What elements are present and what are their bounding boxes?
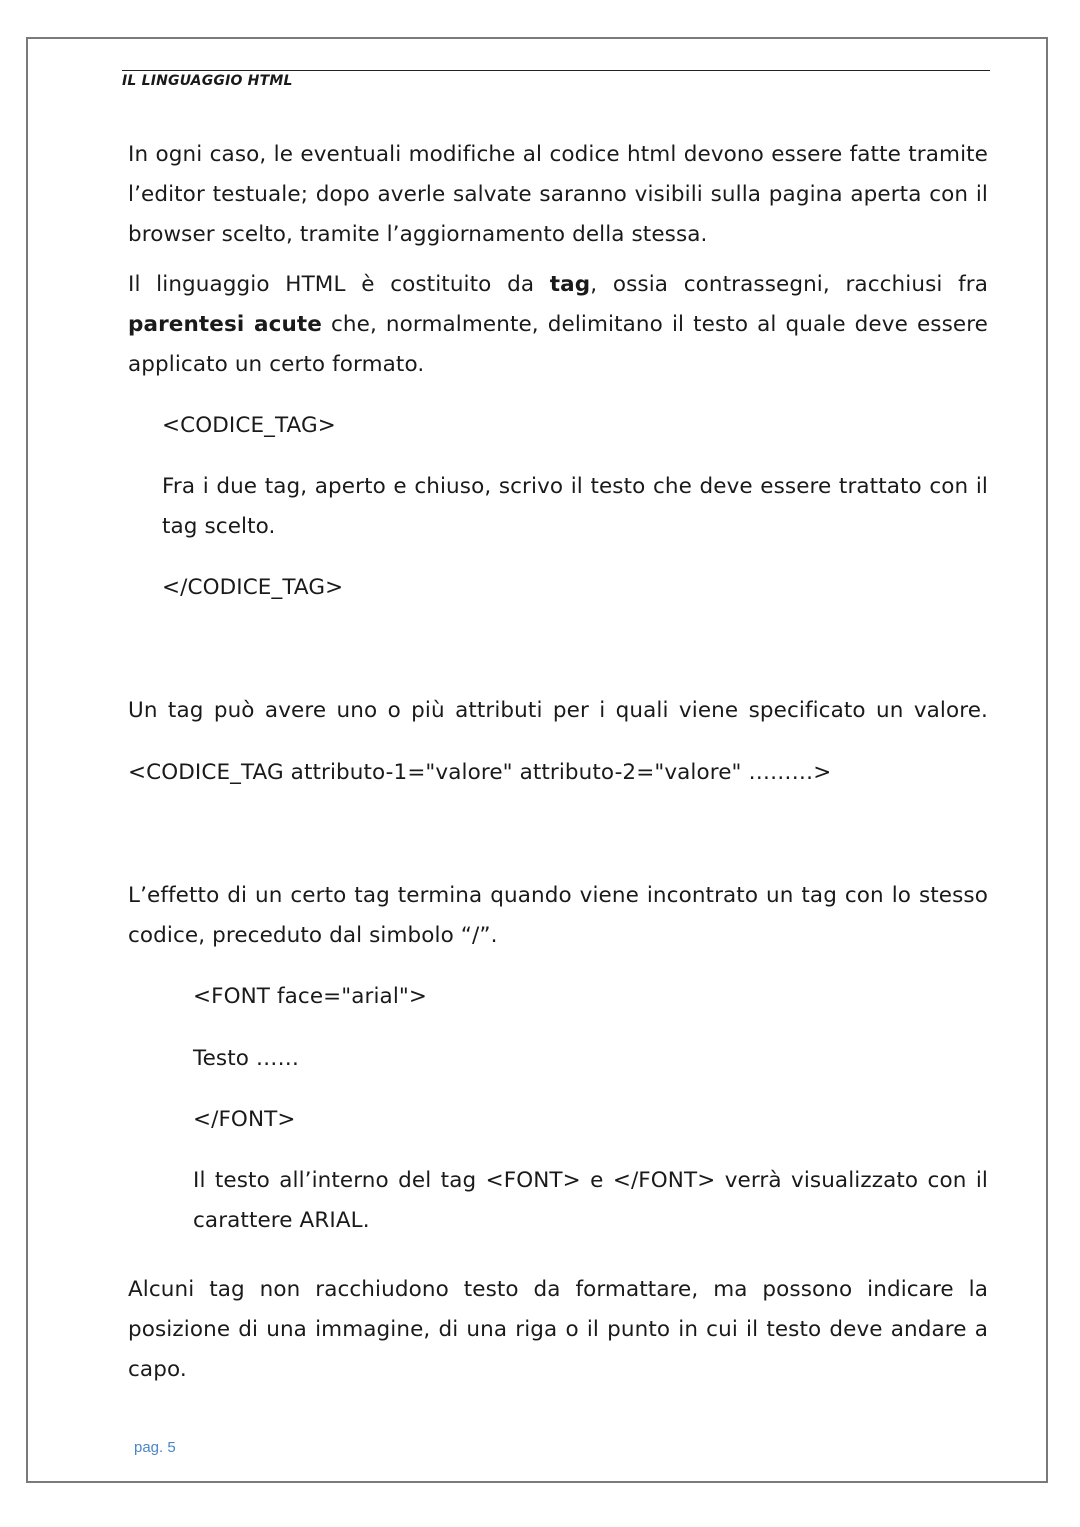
bold-term-parentesi: parentesi acute [128,312,322,337]
code-font-open [193,977,988,1017]
text-line: capo. [128,1357,187,1382]
code-attributes-example [128,753,988,793]
text-line: carattere ARIAL. [193,1208,370,1233]
text-line [128,305,988,345]
text-line: posizione di una immagine, di una riga o il punto in cui il testo deve andare a [128,1317,988,1342]
text-run: che, normalmente, delimitano il testo al quale deve essere [321,312,988,337]
text-line [128,265,988,305]
running-header-title: IL LINGUAGGIO HTML [122,73,293,89]
text-line: Un tag può avere uno o più attributi per i quali viene specificato un valore. [128,698,988,723]
code-font-close [193,1100,988,1140]
text-line: tag scelto. [162,514,276,539]
text-line: In ogni caso, le eventuali modifiche al codice html devono essere fatte tramite [128,142,988,167]
code-close-tag [162,568,988,608]
text-line: l’editor testuale; dopo averle salvate saranno visibili sulla pagina aperta con il [128,182,988,207]
code-line: </CODICE_TAG> [162,575,344,600]
text-line: codice, preceduto dal simbolo “/”. [128,923,498,948]
paragraph-attributes [128,691,988,731]
running-header [122,70,990,89]
bold-term-tag: tag [549,272,591,297]
code-line: </FONT> [193,1107,296,1132]
text-line: Fra i due tag, aperto e chiuso, scrivo il testo che deve essere trattato con il [162,474,988,499]
code-line: <CODICE_TAG> [162,413,336,438]
code-open-tag [162,406,988,446]
paragraph-tag-definition [128,265,988,385]
paragraph-font-explanation [193,1161,988,1241]
text-line: browser scelto, tramite l’aggiornamento della stessa. [128,222,708,247]
code-font-body [193,1039,988,1079]
code-line: <CODICE_TAG attributo-1="valore" attributo-2="valore" ………> [128,760,832,785]
text-run: , ossia contrassegni, racchiusi fra [590,272,988,297]
paragraph-tag-end [128,876,988,956]
code-line: <FONT face="arial"> [193,984,427,1009]
text-line: Alcuni tag non racchiudono testo da formattare, ma possono indicare la [128,1277,988,1302]
code-line: Testo …… [193,1046,300,1071]
text-line: applicato un certo formato. [128,352,425,377]
text-run: Il linguaggio HTML è costituito da [128,272,550,297]
code-body-text [162,467,988,547]
page-number: pag. 5 [134,1439,176,1456]
text-line: L’effetto di un certo tag termina quando viene incontrato un tag con lo stesso [128,883,988,908]
text-line: Il testo all’interno del tag <FONT> e </FONT> verrà visualizzato con il [193,1168,988,1193]
paragraph-editor-changes [128,135,988,255]
paragraph-empty-tags [128,1270,988,1390]
